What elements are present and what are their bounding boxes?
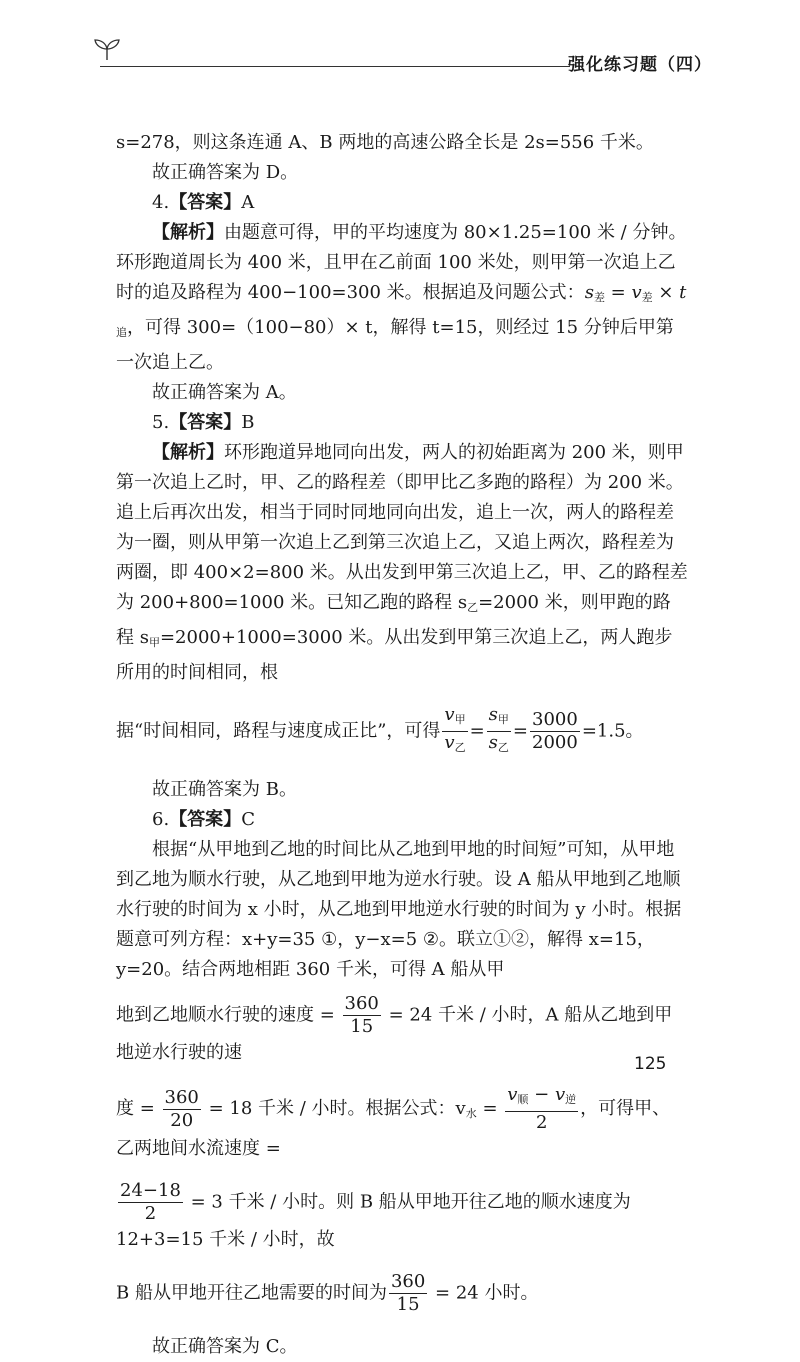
fraction-distance-ratio: $s_甲$ $s_乙$ bbox=[488, 704, 509, 754]
page-number: 125 bbox=[634, 1054, 667, 1074]
paragraph: s=278，则这条连通 A、B 两地的高速公路全长是 2s=556 千米。 bbox=[116, 132, 654, 153]
sprout-icon bbox=[92, 36, 122, 62]
header-title: 强化练习题（四） bbox=[568, 55, 712, 75]
fraction-360-15: $\frac{360}{15}$ bbox=[390, 1271, 426, 1315]
answer-conclusion: 故正确答案为 A。 bbox=[152, 382, 297, 403]
analysis-6-time: B 船从甲地开往乙地需要的时间为 $\frac{360}{15}$ = 24 小时。 bbox=[116, 1271, 539, 1315]
answer-conclusion: 故正确答案为 D。 bbox=[152, 162, 299, 183]
analysis-6-speed-up: 度 = $\frac{360}{20}$ = 18 千米 / 小时。根据公式：$v_水$ = $v_顺 - v_逆$ 2 ，可得甲、乙两地间水流速度 = bbox=[116, 1084, 671, 1159]
fraction-water-speed: $v_顺 - v_逆$ 2 bbox=[507, 1084, 577, 1133]
answer-line-4: 4.【答案】A bbox=[152, 192, 255, 213]
analysis-6: 根据“从甲地到乙地的时间比从乙地到甲地的时间短”可知，从甲地到乙地为顺水行驶，从乙地到甲地为逆水行驶。设 A 船从甲地到乙地顺水行驶的时间为 x 小时，从乙地到甲地逆水行驶的时间为 y 小时。根据题意可列方程：x+y=35 ①，y−x=5 ②。联立①②，解得 x=15，y=20。结合两地相距 360 千米，可得 A 船从甲 bbox=[116, 839, 682, 980]
analysis-6-water: $\frac{24-18}{2}$ = 3 千米 / 小时。则 B 船从甲地开往乙地的顺水速度为 12+3=15 千米 / 小时，故 bbox=[116, 1180, 631, 1250]
page-content bbox=[116, 128, 688, 1362]
header-rule bbox=[100, 66, 570, 67]
analysis-6-speed-down: 地到乙地顺水行驶的速度 = $\frac{360}{15}$ = 24 千米 / 小时，A 船从乙地到甲地逆水行驶的速 bbox=[116, 993, 673, 1063]
fraction-speed-ratio: $v_甲$ $v_乙$ bbox=[444, 704, 466, 754]
answer-conclusion: 故正确答案为 B。 bbox=[152, 779, 297, 800]
answer-conclusion: 故正确答案为 C。 bbox=[152, 1336, 298, 1357]
analysis-5: 【解析】环形跑道异地同向出发，两人的初始距离为 200 米，则甲第一次追上乙时，甲、乙的路程差（即甲比乙多跑的路程）为 200 米。追上后再次出发，相当于同时同地同向出发，追上一次，两人的路程差为一圈，则从甲第一次追上乙到第三次追上乙，又追上两次，路程差为两圈，即 400×2=800 米。从出发到甲第三次追上乙，甲、乙的路程差为 200+800=1000 米。已知乙跑的路程 $s_乙=2000$ 米，则甲跑的路程 $s_甲=2000+1000=3000$ 米。从出发到甲第三次追上乙，两人跑步所用的时间相同，根 bbox=[116, 442, 688, 683]
analysis-5-formula: 据“时间相同，路程与速度成正比”，可得 $v_甲$ $v_乙$ = $s_甲$ $s_乙$ = $\frac{3000}{2000}$ =1.5。 bbox=[116, 704, 688, 759]
fraction-360-15: $\frac{360}{15}$ bbox=[344, 993, 379, 1037]
answer-line-5: 5.【答案】B bbox=[152, 412, 255, 433]
fraction-24-18-2: $\frac{24-18}{2}$ bbox=[120, 1180, 181, 1224]
fraction-3000-2000: $\frac{3000}{2000}$ bbox=[532, 709, 578, 753]
answer-line-6: 6.【答案】C bbox=[152, 809, 255, 830]
analysis-4: 【解析】由题意可得，甲的平均速度为 80×1.25=100 米 / 分钟。环形跑道周长为 400 米，且甲在乙前面 100 米处，则甲第一次追上乙时的追及路程为 400−100=300 米。根据追及问题公式：$s_差 = v_差 \times t_追$，可得 300=（100−80）× t，解得 t=15，则经过 15 分钟后甲第一次追上乙。 bbox=[116, 222, 687, 373]
fraction-360-20: $\frac{360}{20}$ bbox=[164, 1086, 199, 1131]
